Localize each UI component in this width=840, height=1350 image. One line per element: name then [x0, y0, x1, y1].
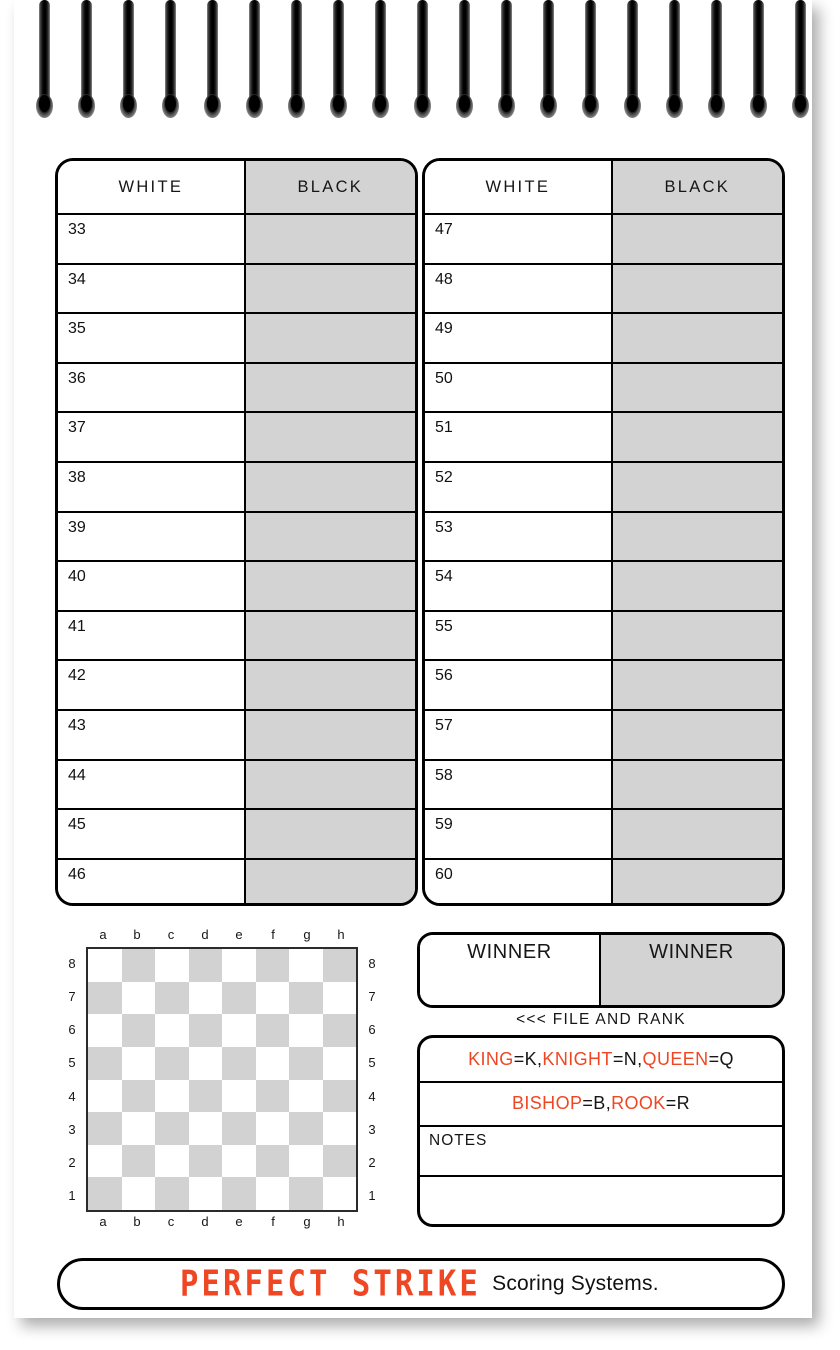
spiral-coil-icon [794, 0, 807, 118]
board-square-c5[interactable] [155, 1047, 189, 1080]
board-square-d5[interactable] [189, 1047, 223, 1080]
spiral-coil-icon [122, 0, 135, 118]
board-square-g4[interactable] [289, 1080, 323, 1113]
rank-label-8: 8 [368, 956, 376, 972]
table-row [425, 461, 782, 511]
spiral-coil-icon [332, 0, 345, 118]
board-square-c8[interactable] [155, 949, 189, 982]
table-row [425, 759, 782, 809]
white-move-cell[interactable]: 59 [425, 810, 611, 858]
table-row [425, 362, 782, 412]
piece-name-knight: KNIGHT [542, 1048, 613, 1069]
board-square-h4[interactable] [323, 1080, 357, 1113]
file-label-c: c [167, 927, 175, 942]
table-row [58, 858, 415, 906]
black-move-cell[interactable] [244, 215, 415, 263]
file-label-e: e [235, 1214, 243, 1229]
table-row [58, 411, 415, 461]
white-move-cell[interactable]: 57 [425, 711, 611, 759]
board-square-a8[interactable] [88, 949, 122, 982]
black-move-cell[interactable] [244, 612, 415, 660]
rank-label-5: 5 [368, 1055, 376, 1071]
black-move-cell[interactable] [244, 661, 415, 709]
winner-black-field[interactable] [601, 935, 782, 1005]
board-square-d2[interactable] [189, 1145, 223, 1178]
file-label-e: e [235, 927, 243, 942]
board-square-b8[interactable] [122, 949, 156, 982]
spiral-coil-icon [752, 0, 765, 118]
board-ranks-left [62, 947, 82, 1212]
board-square-f4[interactable] [256, 1080, 290, 1113]
board-square-d1[interactable] [189, 1177, 223, 1210]
move-table-header [425, 161, 782, 213]
white-move-cell[interactable]: 48 [425, 265, 611, 313]
piece-abbrev: =B, [582, 1093, 612, 1114]
white-move-cell[interactable]: 42 [58, 661, 244, 709]
file-label-a: a [99, 1214, 107, 1229]
rank-label-4: 4 [368, 1088, 376, 1104]
board-square-a3[interactable] [88, 1112, 122, 1145]
board-square-d8[interactable] [189, 949, 223, 982]
rank-label-6: 6 [68, 1022, 76, 1038]
board-square-b5[interactable] [122, 1047, 156, 1080]
board-square-h7[interactable] [323, 982, 357, 1015]
white-move-cell[interactable]: 41 [58, 612, 244, 660]
white-move-cell[interactable]: 60 [425, 860, 611, 906]
white-move-cell[interactable]: 44 [58, 761, 244, 809]
rank-label-2: 2 [368, 1154, 376, 1170]
table-row [58, 511, 415, 561]
table-row [58, 759, 415, 809]
spiral-coil-icon [626, 0, 639, 118]
board-square-a2[interactable] [88, 1145, 122, 1178]
spiral-coil-ring [540, 94, 557, 118]
spiral-coil-bar [711, 0, 722, 104]
spiral-coil-bar [39, 0, 50, 104]
board-square-d4[interactable] [189, 1080, 223, 1113]
board-square-h8[interactable] [323, 949, 357, 982]
board-square-h3[interactable] [323, 1112, 357, 1145]
white-move-cell[interactable]: 34 [58, 265, 244, 313]
board-square-g6[interactable] [289, 1014, 323, 1047]
board-square-g8[interactable] [289, 949, 323, 982]
white-move-cell[interactable]: 55 [425, 612, 611, 660]
board-square-f5[interactable] [256, 1047, 290, 1080]
spiral-coil-ring [792, 94, 809, 118]
white-move-cell[interactable]: 39 [58, 513, 244, 561]
rank-label-4: 4 [68, 1088, 76, 1104]
table-row [425, 560, 782, 610]
black-move-cell[interactable] [244, 413, 415, 461]
board-square-d6[interactable] [189, 1014, 223, 1047]
header-white: WHITE [425, 161, 611, 213]
table-row [58, 560, 415, 610]
board-square-c4[interactable] [155, 1080, 189, 1113]
board-square-d7[interactable] [189, 982, 223, 1015]
white-move-cell[interactable]: 54 [425, 562, 611, 610]
white-move-cell[interactable]: 45 [58, 810, 244, 858]
file-label-b: b [133, 927, 141, 942]
board-square-d3[interactable] [189, 1112, 223, 1145]
table-row [425, 411, 782, 461]
board-square-e6[interactable] [222, 1014, 256, 1047]
board-square-c3[interactable] [155, 1112, 189, 1145]
rank-label-7: 7 [368, 989, 376, 1005]
white-move-cell[interactable]: 50 [425, 364, 611, 412]
table-row [58, 213, 415, 263]
rank-label-3: 3 [68, 1121, 76, 1137]
table-row [58, 312, 415, 362]
spiral-coil-icon [542, 0, 555, 118]
legend-box [417, 1035, 785, 1227]
board-squares[interactable] [86, 947, 358, 1212]
piece-name-rook: ROOK [611, 1093, 666, 1114]
board-square-b6[interactable] [122, 1014, 156, 1047]
black-move-cell[interactable] [611, 513, 782, 561]
rank-label-7: 7 [68, 989, 76, 1005]
piece-name-king: KING [468, 1048, 514, 1069]
table-row [58, 362, 415, 412]
spiral-coil-bar [459, 0, 470, 104]
notes-field[interactable] [420, 1125, 782, 1175]
winner-box [417, 932, 785, 1008]
spiral-coil-icon [584, 0, 597, 118]
rank-label-1: 1 [368, 1187, 376, 1203]
board-ranks-right [362, 947, 382, 1212]
board-square-b2[interactable] [122, 1145, 156, 1178]
rank-label-5: 5 [68, 1055, 76, 1071]
winner-white-field[interactable] [420, 935, 601, 1005]
file-label-d: d [201, 1214, 209, 1229]
spiral-coil-ring [456, 94, 473, 118]
board-files-bottom [86, 1214, 358, 1232]
spiral-coil-ring [120, 94, 137, 118]
board-square-e1[interactable] [222, 1177, 256, 1210]
spiral-coil-bar [543, 0, 554, 104]
piece-abbrev: =Q [708, 1048, 734, 1069]
spiral-coil-icon [206, 0, 219, 118]
spiral-coil-ring [582, 94, 599, 118]
board-square-h5[interactable] [323, 1047, 357, 1080]
file-label-h: h [337, 1214, 345, 1229]
file-label-d: d [201, 927, 209, 942]
table-row [425, 709, 782, 759]
board-square-g3[interactable] [289, 1112, 323, 1145]
spiral-coil-icon [80, 0, 93, 118]
spiral-coil-icon [38, 0, 51, 118]
board-square-f6[interactable] [256, 1014, 290, 1047]
header-white: WHITE [58, 161, 244, 213]
white-move-cell[interactable]: 36 [58, 364, 244, 412]
black-move-cell[interactable] [244, 265, 415, 313]
brand-tagline: Scoring Systems. [492, 1272, 659, 1295]
spiral-coil-icon [290, 0, 303, 118]
spiral-coil-bar [417, 0, 428, 104]
board-square-e5[interactable] [222, 1047, 256, 1080]
black-move-cell[interactable] [244, 314, 415, 362]
header-black: BLACK [611, 161, 782, 213]
white-move-cell[interactable]: 35 [58, 314, 244, 362]
black-move-cell[interactable] [244, 711, 415, 759]
brand-logo: PERFECT STRIKE [180, 1263, 482, 1305]
header-black: BLACK [244, 161, 415, 213]
piece-legend-line-1 [420, 1038, 782, 1081]
spiral-coil-ring [708, 94, 725, 118]
white-move-cell[interactable]: 47 [425, 215, 611, 263]
spiral-coil-bar [585, 0, 596, 104]
file-label-h: h [337, 927, 345, 942]
black-move-cell[interactable] [611, 661, 782, 709]
spiral-coil-ring [162, 94, 179, 118]
spiral-coil-bar [81, 0, 92, 104]
table-row [58, 263, 415, 313]
black-move-cell[interactable] [611, 562, 782, 610]
move-table-left [55, 158, 418, 906]
spiral-coil-icon [164, 0, 177, 118]
spiral-coil-bar [501, 0, 512, 104]
black-move-cell[interactable] [611, 364, 782, 412]
spiral-coil-ring [666, 94, 683, 118]
file-label-f: f [271, 927, 275, 942]
rank-label-2: 2 [68, 1154, 76, 1170]
piece-abbrev: =R [665, 1093, 691, 1114]
black-move-cell[interactable] [611, 463, 782, 511]
board-square-f3[interactable] [256, 1112, 290, 1145]
file-label-g: g [303, 1214, 311, 1229]
spiral-coil-icon [500, 0, 513, 118]
spiral-coil-icon [248, 0, 261, 118]
spiral-coil-ring [750, 94, 767, 118]
table-row [425, 610, 782, 660]
board-square-h1[interactable] [323, 1177, 357, 1210]
board-square-e7[interactable] [222, 982, 256, 1015]
spiral-coil-ring [78, 94, 95, 118]
black-move-cell[interactable] [611, 215, 782, 263]
black-move-cell[interactable] [244, 513, 415, 561]
board-square-a4[interactable] [88, 1080, 122, 1113]
file-label-g: g [303, 927, 311, 942]
black-move-cell[interactable] [611, 711, 782, 759]
spiral-coil-ring [246, 94, 263, 118]
board-square-e8[interactable] [222, 949, 256, 982]
chess-board-diagram [62, 925, 392, 1235]
file-label-f: f [271, 1214, 275, 1229]
board-square-f8[interactable] [256, 949, 290, 982]
board-square-e3[interactable] [222, 1112, 256, 1145]
spiral-coil-bar [333, 0, 344, 104]
spiral-coil-bar [249, 0, 260, 104]
table-row [425, 858, 782, 906]
board-square-g5[interactable] [289, 1047, 323, 1080]
board-square-g7[interactable] [289, 982, 323, 1015]
table-row [58, 461, 415, 511]
spiral-coil-ring [288, 94, 305, 118]
board-square-c6[interactable] [155, 1014, 189, 1047]
spiral-coil-icon [458, 0, 471, 118]
white-move-cell[interactable]: 52 [425, 463, 611, 511]
board-square-a1[interactable] [88, 1177, 122, 1210]
table-row [425, 808, 782, 858]
black-move-cell[interactable] [611, 314, 782, 362]
board-square-b7[interactable] [122, 982, 156, 1015]
spiral-coil-icon [374, 0, 387, 118]
table-row [425, 312, 782, 362]
table-row [58, 659, 415, 709]
white-move-cell[interactable]: 43 [58, 711, 244, 759]
table-row [58, 610, 415, 660]
spiral-coil-ring [372, 94, 389, 118]
board-square-f7[interactable] [256, 982, 290, 1015]
spiral-coil-ring [330, 94, 347, 118]
spiral-coil-ring [414, 94, 431, 118]
white-move-cell[interactable]: 53 [425, 513, 611, 561]
brand-footer [57, 1258, 785, 1310]
board-files-top [86, 927, 358, 945]
spiral-coil-bar [123, 0, 134, 104]
rank-label-6: 6 [368, 1022, 376, 1038]
board-square-e2[interactable] [222, 1145, 256, 1178]
black-move-cell[interactable] [611, 612, 782, 660]
black-move-cell[interactable] [611, 860, 782, 906]
board-square-g2[interactable] [289, 1145, 323, 1178]
black-move-cell[interactable] [611, 810, 782, 858]
table-row [425, 213, 782, 263]
piece-name-queen: QUEEN [642, 1048, 709, 1069]
spiral-coil-bar [669, 0, 680, 104]
black-move-cell[interactable] [244, 761, 415, 809]
black-move-cell[interactable] [244, 364, 415, 412]
board-square-a6[interactable] [88, 1014, 122, 1047]
move-table-header [58, 161, 415, 213]
winner-white-label: WINNER [467, 941, 552, 963]
piece-name-bishop: BISHOP [511, 1093, 583, 1114]
black-move-cell[interactable] [244, 463, 415, 511]
black-move-cell[interactable] [244, 810, 415, 858]
board-square-b4[interactable] [122, 1080, 156, 1113]
piece-abbrev: =N, [612, 1048, 643, 1069]
spiral-coil-bar [627, 0, 638, 104]
white-move-cell[interactable]: 37 [58, 413, 244, 461]
rank-label-8: 8 [68, 956, 76, 972]
table-row [58, 808, 415, 858]
table-row [425, 659, 782, 709]
spiral-coil-bar [291, 0, 302, 104]
board-square-c2[interactable] [155, 1145, 189, 1178]
spiral-coil-ring [204, 94, 221, 118]
notes-label: NOTES [429, 1132, 488, 1149]
spiral-coil-ring [498, 94, 515, 118]
board-square-c7[interactable] [155, 982, 189, 1015]
white-move-cell[interactable]: 40 [58, 562, 244, 610]
board-square-b1[interactable] [122, 1177, 156, 1210]
move-tables [55, 158, 785, 906]
board-square-h6[interactable] [323, 1014, 357, 1047]
spiral-coil-ring [36, 94, 53, 118]
spiral-coil-icon [710, 0, 723, 118]
board-square-e4[interactable] [222, 1080, 256, 1113]
white-move-cell[interactable]: 56 [425, 661, 611, 709]
piece-abbrev: =K, [513, 1048, 543, 1069]
black-move-cell[interactable] [244, 562, 415, 610]
piece-legend-line-2 [420, 1081, 782, 1126]
file-and-rank-note: <<< FILE AND RANK [516, 1011, 686, 1028]
black-move-cell[interactable] [611, 413, 782, 461]
white-move-cell[interactable]: 49 [425, 314, 611, 362]
board-square-h2[interactable] [323, 1145, 357, 1178]
spiral-coil-icon [668, 0, 681, 118]
board-square-a5[interactable] [88, 1047, 122, 1080]
white-move-cell[interactable]: 51 [425, 413, 611, 461]
board-square-c1[interactable] [155, 1177, 189, 1210]
white-move-cell[interactable]: 33 [58, 215, 244, 263]
spiral-coil-ring [624, 94, 641, 118]
board-square-f2[interactable] [256, 1145, 290, 1178]
file-label-a: a [99, 927, 107, 942]
file-label-b: b [133, 1214, 141, 1229]
file-label-c: c [167, 1214, 175, 1229]
spiral-coil-bar [753, 0, 764, 104]
table-row [425, 263, 782, 313]
board-square-b3[interactable] [122, 1112, 156, 1145]
spiral-coil-bar [795, 0, 806, 104]
white-move-cell[interactable]: 46 [58, 860, 244, 906]
move-table-right [422, 158, 785, 906]
notes-blank-row[interactable] [420, 1175, 782, 1225]
board-square-g1[interactable] [289, 1177, 323, 1210]
black-move-cell[interactable] [611, 761, 782, 809]
spiral-binding [0, 0, 840, 125]
spiral-coil-icon [416, 0, 429, 118]
rank-label-3: 3 [368, 1121, 376, 1137]
board-square-f1[interactable] [256, 1177, 290, 1210]
white-move-cell[interactable]: 38 [58, 463, 244, 511]
board-square-a7[interactable] [88, 982, 122, 1015]
black-move-cell[interactable] [244, 860, 415, 906]
rank-label-1: 1 [68, 1187, 76, 1203]
white-move-cell[interactable]: 58 [425, 761, 611, 809]
spiral-coil-bar [207, 0, 218, 104]
spiral-coil-bar [375, 0, 386, 104]
table-row [58, 709, 415, 759]
table-row [425, 511, 782, 561]
winner-black-label: WINNER [649, 941, 734, 963]
spiral-coil-bar [165, 0, 176, 104]
black-move-cell[interactable] [611, 265, 782, 313]
